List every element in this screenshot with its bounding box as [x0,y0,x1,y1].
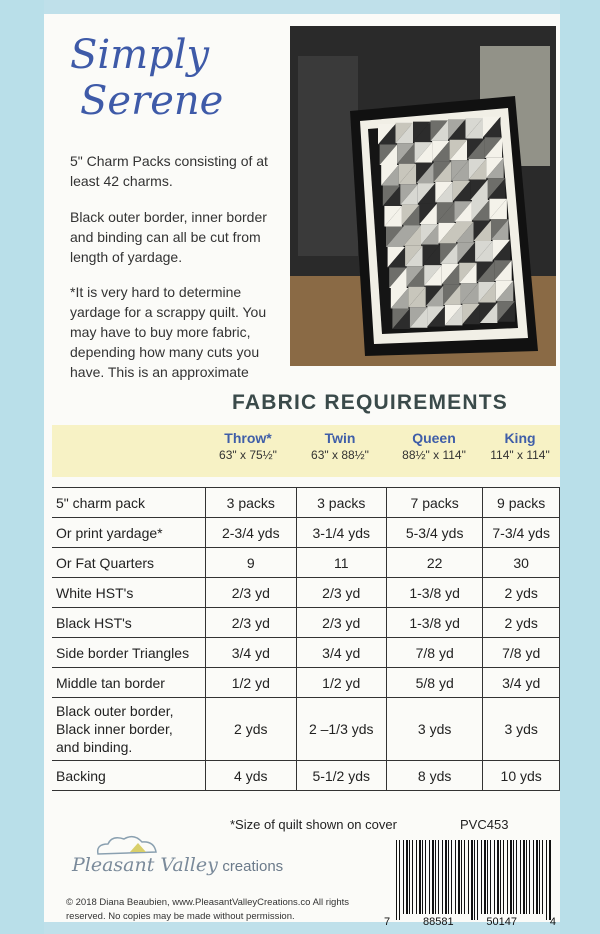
barcode-digit-group: 4 [549,916,556,928]
table-row [52,488,560,518]
column-name: King [504,430,536,446]
cell: 4 yds [206,761,296,791]
cell: 1/2 yd [206,668,296,698]
barcode-bar [419,840,421,914]
barcode-bar [451,840,452,914]
row-label: Side border Triangles [52,638,206,668]
column-throw [202,430,294,462]
cell: 9 [206,548,296,578]
cell: 22 [386,548,482,578]
barcode-bar [429,840,430,914]
quilt-illustration [290,26,556,366]
table-row [52,668,560,698]
cell: 1/2 yd [296,668,386,698]
barcode-bar [542,840,543,914]
barcode-bar [539,840,540,914]
title-line-1: Simply [70,32,210,78]
barcode-bar [448,840,449,914]
barcode-bar [507,840,508,914]
barcode-bar [464,840,465,914]
table-row [52,578,560,608]
logo-script: Pleasant Valley [72,854,218,876]
pattern-title [70,32,223,124]
barcode-bar [416,840,417,914]
barcode-bar [471,840,473,920]
intro-charm-packs: 5" Charm Packs consisting of at least 42 charms. [70,153,268,189]
cell: 2/3 yd [206,608,296,638]
table-row [52,698,560,761]
barcode-bar [497,840,499,914]
cell: 1-3/8 yd [386,608,482,638]
cell: 1-3/8 yd [386,578,482,608]
table-row [52,548,560,578]
cell: 3 packs [206,488,296,518]
barcode-bar [513,840,514,914]
cell: 7 packs [386,488,482,518]
barcode-bar [520,840,521,914]
column-size: 63" x 75½" [219,448,277,462]
cell: 2 yds [483,608,560,638]
cell: 7/8 yd [483,638,560,668]
column-name: Throw* [224,430,272,446]
cell: 11 [296,548,386,578]
cell: 7-3/4 yds [483,518,560,548]
cell: 2 yds [483,578,560,608]
barcode-digit-group: 50147 [486,916,517,928]
table-row [52,518,560,548]
barcode-bar [503,840,504,914]
column-size: 114" x 114" [490,448,550,462]
row-label-line: Black outer border, [56,703,174,719]
barcode-icon [394,840,554,920]
barcode-bar [403,840,404,914]
column-size: 88½" x 114" [402,448,466,462]
column-queen [386,430,482,462]
barcode-bar [481,840,482,914]
cell: 2 –1/3 yds [296,698,386,761]
row-label [52,698,206,761]
barcode-bar [438,840,439,914]
barcode-bar [442,840,443,914]
barcode-bar [484,840,486,914]
column-size: 63" x 88½" [311,448,369,462]
table-row [52,638,560,668]
fabric-requirements-heading: FABRIC REQUIREMENTS [232,391,508,414]
barcode-bar [500,840,501,914]
barcode-bar [409,840,410,914]
barcode-bar [510,840,512,914]
logo-suffix: creations [222,858,284,875]
pattern-sheet [44,14,560,928]
table-row [52,761,560,791]
requirements-table [52,487,560,791]
row-label: Or print yardage* [52,518,206,548]
cell: 5-1/2 yds [296,761,386,791]
cell: 3 yds [386,698,482,761]
column-name: Queen [412,430,456,446]
barcode-bar [422,840,423,914]
column-twin [294,430,386,462]
barcode-bar [490,840,491,914]
row-label: White HST's [52,578,206,608]
barcode-bar [526,840,527,914]
row-label: Middle tan border [52,668,206,698]
cell: 2/3 yd [206,578,296,608]
cell: 3 packs [296,488,386,518]
barcode-bar [455,840,456,914]
row-label: Backing [52,761,206,791]
barcode-bar [412,840,413,914]
cell: 3/4 yd [206,638,296,668]
copyright-text: © 2018 Diana Beaubien, www.PleasantValleyCreations.co All rights reserved. No copies may be made without permission. [66,897,350,922]
barcode-bar [494,840,495,914]
cell: 3-1/4 yds [296,518,386,548]
cell: 2-3/4 yds [206,518,296,548]
right-blue-border [560,0,600,934]
barcode-bar [533,840,534,914]
quilt [350,96,538,356]
barcode-bar [406,840,408,914]
cell: 2/3 yd [296,608,386,638]
cell: 5-3/4 yds [386,518,482,548]
row-label: Black HST's [52,608,206,638]
cell: 2 yds [206,698,296,761]
cell: 2/3 yd [296,578,386,608]
column-name: Twin [324,430,356,446]
barcode-numbers [384,916,556,928]
barcode-bar [425,840,426,914]
barcode-bar [458,840,460,914]
cell: 8 yds [386,761,482,791]
barcode-bar [432,840,434,914]
row-label-line: and binding. [56,739,133,755]
pleasant-valley-logo [72,832,302,882]
barcode-bar [546,840,547,920]
barcode-bar [468,840,469,914]
cell: 7/8 yd [386,638,482,668]
intro-yardage-note: *It is very hard to determine yardage for a scrappy quilt. You may have to buy more fabric, depending how many cuts you have. This is an approximate [70,284,267,380]
barcode-bar [445,840,447,914]
barcode-bar [435,840,436,914]
barcode-bar [477,840,478,920]
column-king [480,430,560,462]
barcode-digit-group: 7 [384,916,391,928]
barcode-bar [549,840,551,920]
intro-border-note: Black outer border, inner border and binding can all be cut from length of yardage. [70,209,267,265]
barcode-bar [487,840,488,914]
cell: 5/8 yd [386,668,482,698]
barcode-bar [474,840,475,920]
cell: 9 packs [483,488,560,518]
left-blue-border [0,0,44,934]
barcode-bar [529,840,530,914]
barcode-digit-group: 88581 [422,916,454,928]
barcode-bar [396,840,397,920]
barcode-bar [461,840,462,914]
barcode-bar [523,840,525,914]
cell: 10 yds [483,761,560,791]
cell: 3/4 yd [296,638,386,668]
cell: 3/4 yd [483,668,560,698]
row-label: 5" charm pack [52,488,206,518]
cover-quilt-photo [290,26,556,366]
title-line-2: Serene [80,78,224,124]
barcode-bar [516,840,517,914]
barcode-bar [536,840,538,914]
row-label-line: Black inner border, [56,721,173,737]
barcode-bar [399,840,400,920]
size-footnote: *Size of quilt shown on cover [230,817,397,832]
cell: 3 yds [483,698,560,761]
pattern-code: PVC453 [460,817,509,832]
row-label: Or Fat Quarters [52,548,206,578]
logo-text [72,854,283,876]
cell: 30 [483,548,560,578]
table-row [52,608,560,638]
